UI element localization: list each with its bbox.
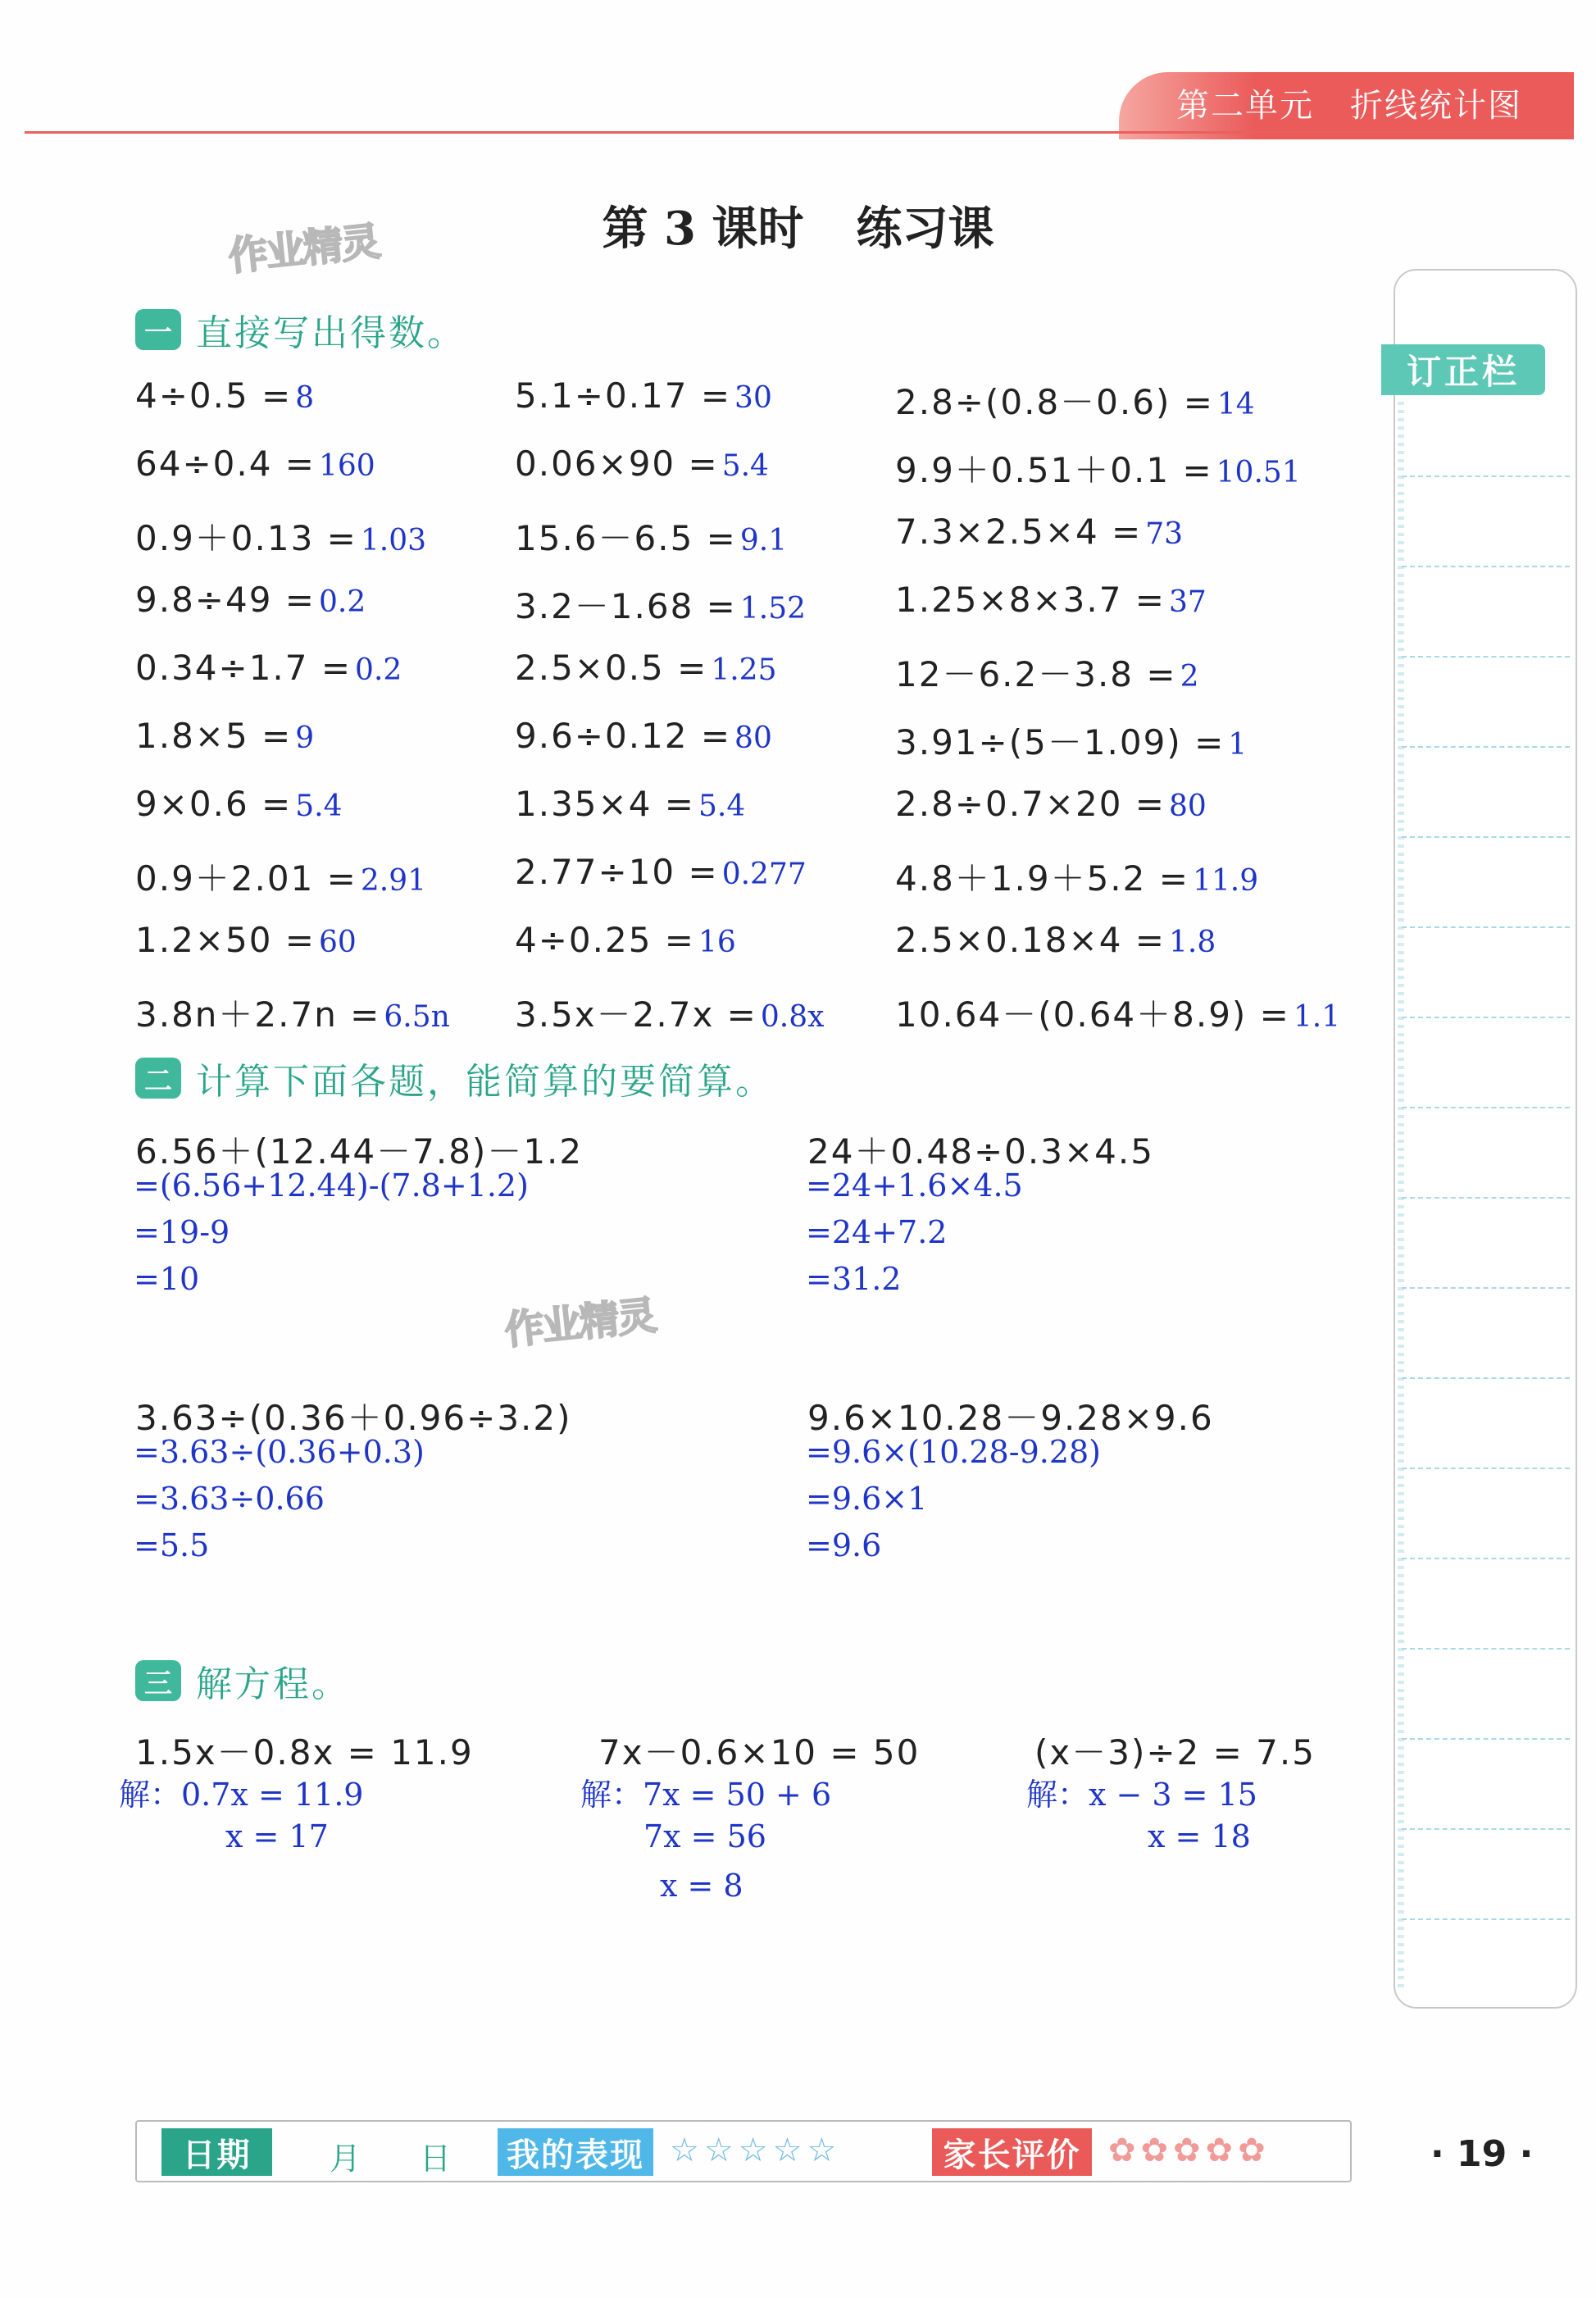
correction-rule (1402, 1468, 1570, 1469)
oral-answer: 10.51 (1216, 456, 1301, 489)
oral-question: 4÷0.25 = (515, 920, 695, 960)
oral-answer: 0.277 (721, 858, 807, 891)
equation-step: x = 8 (660, 1868, 743, 1904)
oral-answer: 2.91 (360, 864, 427, 898)
day-label: 日 (420, 2141, 452, 2177)
oral-question: 64÷0.4 = (135, 444, 316, 484)
oral-question: 15.6－6.5 = (515, 518, 737, 558)
oral-item (895, 988, 1340, 1037)
calc-question: 9.6×10.28－9.28×9.6 (807, 1398, 1214, 1438)
oral-item (515, 920, 736, 960)
correction-rule (1402, 1738, 1570, 1740)
equation-step: 7x = 56 (643, 1818, 766, 1854)
oral-item (515, 512, 787, 561)
oral-answer: 0.2 (318, 585, 366, 619)
oral-item (135, 375, 314, 416)
unit-topic: 折线统计图 (1350, 87, 1522, 125)
oral-item (895, 648, 1198, 697)
section-1-header (135, 305, 466, 354)
parent-flowers[interactable]: ✿✿✿✿✿ (1108, 2132, 1271, 2169)
calc-step: =3.63÷0.66 (134, 1481, 325, 1517)
oral-item (135, 852, 426, 901)
oral-item (135, 648, 402, 688)
page-number: · 19 · (1430, 2133, 1534, 2175)
oral-answer: 1.25 (711, 653, 777, 687)
oral-item (895, 716, 1247, 765)
oral-item (515, 716, 772, 756)
oral-question: 0.9＋2.01 = (135, 858, 357, 899)
section-1-number: 一 (135, 309, 181, 350)
page-title (0, 193, 1596, 258)
oral-question: 9.8÷49 = (135, 580, 316, 620)
calc-step: =19-9 (134, 1214, 230, 1250)
oral-question: 9.6÷0.12 = (515, 716, 732, 756)
oral-item (895, 444, 1301, 493)
oral-answer: 1.52 (739, 592, 807, 626)
correction-rule (1402, 1558, 1570, 1559)
oral-answer: 160 (318, 449, 375, 483)
equation-step: x = 18 (1148, 1818, 1251, 1854)
oral-item (895, 512, 1183, 552)
correction-rule (1402, 1377, 1570, 1379)
oral-question: 2.8÷(0.8－0.6) = (895, 382, 1214, 422)
section-3-title: 解方程。 (196, 1663, 350, 1705)
correction-rule (1402, 476, 1570, 477)
parent-evaluation-label: 家长评价 (932, 2128, 1092, 2176)
equation-step: 解：7x = 50 + 6 (580, 1777, 832, 1813)
calc-question: 6.56＋(12.44－7.8)－1.2 (135, 1131, 584, 1172)
calc-step: =24+1.6×4.5 (806, 1167, 1023, 1204)
oral-item (135, 512, 426, 561)
oral-item (515, 375, 772, 416)
section-3-number: 三 (135, 1660, 181, 1701)
calc-step: =10 (134, 1261, 200, 1297)
oral-answer: 1.03 (360, 524, 427, 557)
calc-step: =(6.56+12.44)-(7.8+1.2) (134, 1167, 529, 1204)
calc-step: =31.2 (806, 1261, 902, 1297)
equation-question: 1.5x－0.8x = 11.9 (135, 1732, 474, 1772)
oral-question: 2.5×0.18×4 = (895, 920, 1166, 960)
calc-question: 24＋0.48÷0.3×4.5 (807, 1131, 1154, 1172)
equation-question: (x－3)÷2 = 7.5 (1034, 1732, 1316, 1772)
calc-step: =5.5 (134, 1527, 210, 1563)
correction-rule (1402, 1648, 1570, 1650)
correction-rule (1402, 1918, 1570, 1920)
oral-item (515, 988, 824, 1037)
oral-item (135, 988, 450, 1037)
correction-rule (1402, 926, 1570, 928)
oral-question: 0.34÷1.7 = (135, 648, 352, 688)
oral-answer: 11.9 (1192, 864, 1259, 898)
calc-step: =24+7.2 (806, 1214, 948, 1250)
oral-answer: 80 (1168, 790, 1207, 823)
date-label: 日期 (161, 2128, 272, 2176)
oral-answer: 14 (1216, 388, 1255, 421)
oral-question: 0.06×90 = (515, 444, 719, 484)
unit-header-tab (1119, 72, 1574, 139)
oral-answer: 16 (698, 926, 736, 959)
oral-item (895, 375, 1255, 425)
oral-answer: 8 (295, 381, 315, 415)
correction-rule (1402, 836, 1570, 838)
oral-item (135, 716, 314, 756)
oral-question: 10.64－(0.64＋8.9) = (895, 994, 1290, 1035)
equation-question: 7x－0.6×10 = 50 (598, 1732, 921, 1772)
oral-question: 4.8＋1.9＋5.2 = (895, 858, 1189, 899)
unit-label: 第二单元 (1176, 87, 1314, 125)
calc-question: 3.63÷(0.36＋0.96÷3.2) (135, 1398, 572, 1438)
footer-evaluation-bar (135, 2120, 1352, 2182)
oral-item (895, 920, 1216, 960)
oral-answer: 6.5n (384, 1000, 450, 1034)
oral-answer: 5.4 (721, 449, 769, 483)
oral-question: 2.8÷0.7×20 = (895, 784, 1166, 824)
oral-question: 2.77÷10 = (515, 852, 719, 892)
oral-question: 5.1÷0.17 = (515, 375, 732, 416)
correction-label: 订正栏 (1381, 344, 1545, 395)
section-3-header (135, 1656, 350, 1705)
correction-rule (1402, 1017, 1570, 1018)
oral-answer: 80 (734, 721, 772, 755)
section-2-header (135, 1053, 774, 1103)
oral-question: 3.5x－2.7x = (515, 994, 757, 1035)
oral-question: 1.8×5 = (135, 716, 293, 756)
oral-question: 3.8n＋2.7n = (135, 994, 381, 1035)
oral-item (135, 784, 343, 824)
oral-answer: 60 (318, 926, 357, 959)
oral-answer: 5.4 (698, 790, 746, 823)
oral-item (895, 580, 1207, 620)
equation-step: 解：x − 3 = 15 (1026, 1777, 1257, 1813)
correction-rule (1402, 1287, 1570, 1289)
oral-answer: 1 (1228, 728, 1248, 762)
oral-question: 0.9＋0.13 = (135, 518, 357, 558)
oral-answer: 73 (1145, 517, 1184, 551)
oral-item (135, 444, 375, 484)
watermark-top: 作业精灵 (226, 218, 381, 280)
oral-question: 3.91÷(5－1.09) = (895, 722, 1225, 762)
oral-question: 1.25×8×3.7 = (895, 580, 1166, 620)
oral-answer: 0.2 (355, 653, 402, 687)
calc-step: =3.63÷(0.36+0.3) (134, 1434, 425, 1470)
oral-item (895, 852, 1258, 901)
calc-step: =9.6×(10.28-9.28) (806, 1434, 1101, 1470)
oral-question: 9×0.6 = (135, 784, 293, 824)
correction-rule (1402, 746, 1570, 748)
oral-question: 9.9＋0.51＋0.1 = (895, 450, 1213, 490)
equation-step: 解：0.7x = 11.9 (119, 1777, 364, 1813)
oral-item (515, 784, 745, 824)
correction-rule (1402, 1197, 1570, 1199)
oral-question: 4÷0.5 = (135, 375, 293, 416)
oral-item (135, 580, 366, 620)
correction-rule (1402, 656, 1570, 658)
equation-step: x = 17 (225, 1818, 329, 1854)
calc-step: =9.6×1 (806, 1481, 928, 1517)
oral-answer: 2 (1180, 660, 1199, 694)
section-2-number: 二 (135, 1058, 181, 1099)
oral-question: 1.2×50 = (135, 920, 316, 960)
oral-answer: 30 (734, 381, 772, 415)
calc-step: =9.6 (806, 1527, 882, 1563)
correction-column (1394, 269, 1577, 2009)
oral-answer: 0.8x (760, 1000, 825, 1034)
performance-label: 我的表现 (498, 2128, 653, 2176)
correction-rule (1402, 1107, 1570, 1108)
oral-question: 12－6.2－3.8 = (895, 654, 1177, 694)
oral-question: 1.35×4 = (515, 784, 695, 824)
oral-answer: 1.8 (1168, 926, 1216, 959)
oral-answer: 9.1 (739, 524, 788, 557)
month-label: 月 (330, 2141, 361, 2177)
oral-answer: 1.1 (1293, 1000, 1341, 1034)
oral-question: 7.3×2.5×4 = (895, 512, 1143, 552)
correction-rule (1402, 566, 1570, 567)
oral-item (895, 784, 1207, 824)
oral-item (515, 852, 807, 892)
oral-answer: 37 (1168, 585, 1207, 619)
oral-answer: 9 (295, 721, 315, 755)
oral-answer: 5.4 (295, 790, 343, 823)
oral-item (515, 648, 776, 688)
oral-question: 3.2－1.68 = (515, 586, 737, 626)
lesson-name: 练习课 (856, 202, 994, 256)
section-1-title: 直接写出得数。 (196, 312, 466, 354)
oral-item (135, 920, 357, 960)
oral-item (515, 580, 806, 629)
lesson-number: 第 3 课时 (602, 202, 804, 256)
oral-question: 2.5×0.5 = (515, 648, 708, 688)
header-rule (25, 131, 1574, 134)
performance-stars[interactable]: ☆☆☆☆☆ (670, 2132, 842, 2169)
section-2-title: 计算下面各题，能简算的要简算。 (196, 1061, 774, 1103)
oral-item (515, 444, 769, 484)
correction-rule (1402, 1828, 1570, 1830)
watermark-middle: 作业精灵 (502, 1292, 657, 1354)
